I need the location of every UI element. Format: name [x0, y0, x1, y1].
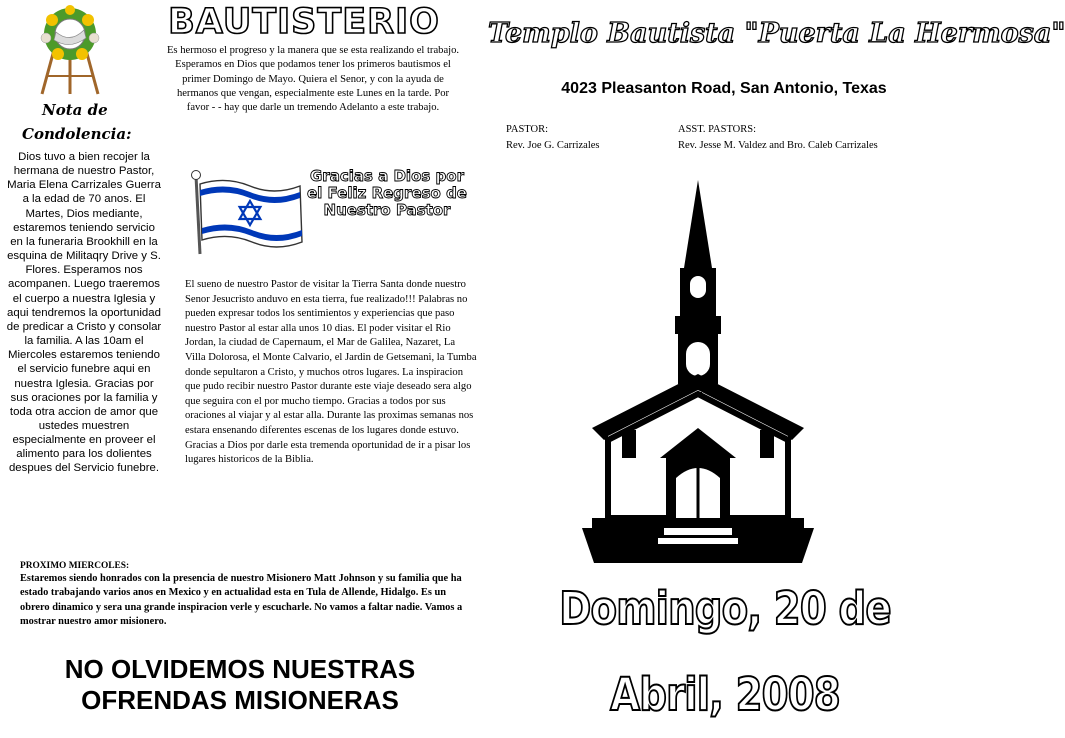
- missionary-offerings-banner: [0, 654, 480, 716]
- condolence-text: Dios tuvo a bien recojer la hermana de nuestro Pastor, Maria Elena Carrizales Guerra a la edad de 70 anos. El Martes, Dios mediante, estaremos teniendo servicio en la funeraria Brookhill en la esquina de Militaqry Drive y S. Flores. Esperamos nos acompanen. Luego traeremos el cuerpo a nuestra Iglesia y aqui tendremos la oportunidad de predicar a Cristo y consolar la familia. A las 10am el Miercoles estaremos teniendo el servicio funebre aqui en nuestra Iglesia. Gracias por sus oraciones por la familia y toda otra accion de amor que ustedes muestren especialmente en proveer el alimento para los dolientes despues del Servicio funebre.: [6, 151, 162, 475]
- bautisterio-heading: BAUTISTERIO: [168, 2, 440, 42]
- israel-flag-icon: [186, 168, 304, 258]
- next-wednesday-label: PROXIMO MIERCOLES:: [20, 561, 130, 571]
- church-address: 4023 Pleasanton Road, San Antonio, Texas: [561, 80, 887, 97]
- condolence-title-line2: Condolencia:: [22, 125, 132, 143]
- pastor-name: Rev. Joe G. Carrizales: [506, 140, 600, 151]
- assistant-pastors-label: ASST. PASTORS:: [678, 124, 757, 135]
- offerings-line1: NO OLVIDEMOS NUESTRAS: [64, 654, 416, 684]
- funeral-wreath-icon: [34, 4, 106, 96]
- assistant-pastors-names: Rev. Jesse M. Valdez and Bro. Caleb Carrizales: [678, 140, 878, 151]
- next-wednesday-text: Estaremos siendo honrados con la presencia de nuestro Misionero Matt Johnson y su familia que ha estado trabajando varios anos en Mexico y en actualidad esta en Tula de Allende, Hidalgo. Es un obrero dinamico y sera una grande inspiracion verle y escucharle. No vamos a faltar nadie. Vamos a mostrar nuestro amor misionero.: [20, 573, 463, 627]
- condolence-title-line1: Nota de: [42, 101, 108, 119]
- offerings-line2: OFRENDAS MISIONERAS: [81, 685, 399, 715]
- condolence-title: [22, 98, 152, 146]
- holy-land-trip-text: El sueno de nuestro Pastor de visitar la Tierra Santa donde nuestro Senor Jesucristo anduvo en esta tierra, fue realizado!!! Palabras no pueden expresar todos los sentimientos y experiencias que paso nuestro Pastor al estar alla unos 10 dias. El poder visitar el Rio Jordan, la ciudad de Capernaum, el Mar de Galilea, Nazaret, La Villa Dolorosa, el Monte Calvario, el Jardin de Getsemani, la Tumba donde sepultaron a Cristo, y muchos otros lugares. La inspiracion que pudo recibir nuestro Pastor durante este viaje deseado sera algo que seguira con el por mucho tiempo. Gracias a todos por sus oraciones al viajar y al estar alla. Durante las proximas semanas nos estara ensenando diferentes escenas de los lugares donde estuvo. Gracias a Dios por darle esta tremenda oportunidad de ir a pisar los lugares historicos de la Biblia.: [185, 279, 477, 466]
- church-icon: [582, 178, 814, 563]
- bulletin-date: Domingo, 20 de Abril, 2008: [559, 582, 891, 721]
- church-name: Templo Bautista "Puerta La Hermosa": [488, 18, 1065, 49]
- pastor-label: PASTOR:: [506, 124, 549, 135]
- bautisterio-text: Es hermoso el progreso y la manera que se esta realizando el trabajo. Esperamos en Dios que podamos tener los primeros bautismos el primer Domingo de Mayo. Quiera el Senor, y con la ayuda de hermanos que vengan, especialmente este Lunes en la tarde. Por favor - - hay que darle un tremendo Adelanto a este trabajo.: [166, 45, 460, 114]
- thanks-heading: Gracias a Dios por el Feliz Regreso de Nuestro Pastor: [307, 167, 467, 219]
